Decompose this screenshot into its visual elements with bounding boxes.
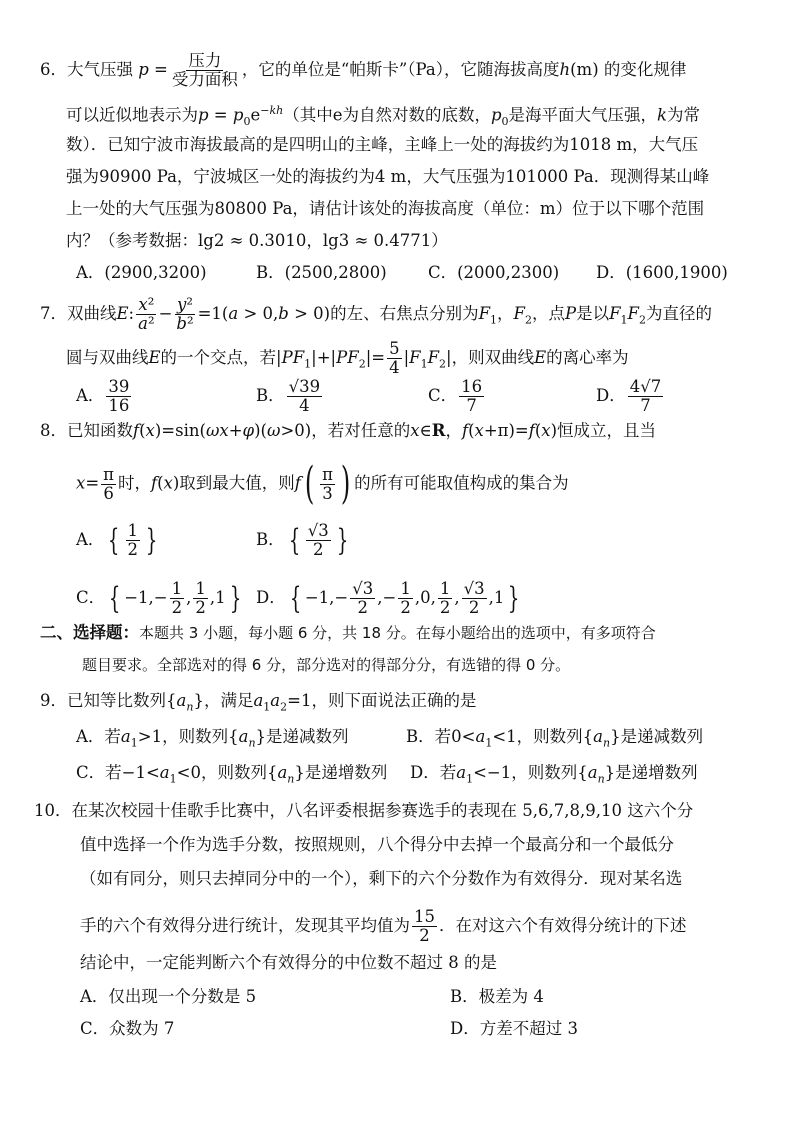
q6-pressure-fraction: $\frac{\text{压力}}{\text{受力面积}}$ xyxy=(171,51,238,89)
q9-option-d[interactable]: D．若$a_1<-1$，则数列$\{a_n\}$是递增数列 xyxy=(410,763,698,786)
q10-line-4: 手的六个有效得分进行统计，发现其平均值为 $\frac{15}{2}$ ．在对这六个有效得分统计的下述 xyxy=(80,907,687,945)
section-2-title: 二、选择题： xyxy=(40,623,139,642)
q8-number: 8． xyxy=(40,421,67,440)
q7-option-b[interactable]: B． $\frac{√39}{4}$ xyxy=(256,377,321,415)
q6-line-5: 上一处的大气压强为80800 Pa，请估计该处的海拔高度（单位：m）位于以下哪个范围 xyxy=(66,199,705,218)
section-2-note-2: 题目要求。全部选对的得 6 分，部分选对的得部分分，有选错的得 0 分。 xyxy=(82,656,571,674)
q8-option-d[interactable]: D． { −1,− $\frac{√3}{2}$ ,− $\frac{1}{2}$ ,0, $\frac{1}{2}$ , $\frac{√3}{2}$ ,1 } xyxy=(256,579,520,617)
q6-line-3: 数）．已知宁波市海拔最高的是四明山的主峰，主峰上一处的海拔约为1018 m，大气压 xyxy=(66,135,699,154)
q6-option-a[interactable]: A．(2900,3200) xyxy=(76,263,207,282)
q10-line-3: （如有同分，则只去掉同分中的一个），剩下的六个分数作为有效得分．现对某名选 xyxy=(80,869,683,888)
q10-option-d[interactable]: D．方差不超过 3 xyxy=(450,1019,578,1038)
q10-line-2: 值中选择一个作为选手分数，按照规则，八个得分中去掉一个最高分和一个最低分 xyxy=(80,835,674,854)
q8-option-b[interactable]: B． { $\frac{√3}{2}$ } xyxy=(256,521,349,559)
q7-line-2: 圆与双曲线E的一个交点，若$|PF_1|+|PF_2|=$ $\frac{5}{4}$ $|F_1F_2|$，则双曲线E的离心率为 xyxy=(66,339,629,377)
q9-number: 9． xyxy=(40,691,67,710)
q6-option-c[interactable]: C．(2000,2300) xyxy=(428,263,560,282)
q7-option-d[interactable]: D． $\frac{4√7}{7}$ xyxy=(596,377,662,415)
q7-option-a[interactable]: A． $\frac{39}{16}$ xyxy=(76,377,130,415)
q10-number: 10． xyxy=(34,801,72,820)
q8-line-2: x= $\frac{\pi}{6}$ 时，f(x)取到最大值，则f( $\frac{\pi}{3}$ ) 的所有可能取值构成的集合为 xyxy=(76,458,569,509)
q6-option-b[interactable]: B．(2500,2800) xyxy=(256,263,387,282)
q7-line-1: 7．双曲线E: $\frac{\text{x²}}{\text{a²}}$ − $\frac{\text{y²}}{\text{b²}}$ =1(a > 0,b > 0)的左、右焦点分别为$F_1$，$F_2$，点P是以$F_1F_2$为直径的 xyxy=(40,295,712,333)
q7-option-c[interactable]: C． $\frac{16}{7}$ xyxy=(428,377,483,415)
q8-option-a[interactable]: A． { $\frac{1}{2}$ } xyxy=(76,521,158,559)
q8-line-1: 8．已知函数f(x)=sin(ωx+φ)(ω>0)，若对任意的x∈R，f(x+π)=f(x)恒成立，且当 xyxy=(40,421,657,440)
q10-option-b[interactable]: B．极差为 4 xyxy=(450,987,544,1006)
q9-option-c[interactable]: C．若$-1<a_1<0$，则数列$\{a_n\}$是递增数列 xyxy=(76,763,388,786)
q7-number: 7． xyxy=(40,304,67,323)
q9-option-a[interactable]: A．若$a_1>1$，则数列$\{a_n\}$是递减数列 xyxy=(76,727,349,750)
q9-stem: 9．已知等比数列$\{a_n\}$，满足$a_1a_2=1$，则下面说法正确的是 xyxy=(40,691,477,714)
q6-line-1: 6．大气压强 p = $\frac{\text{压力}}{\text{受力面积}}$ ，它的单位是“帕斯卡”（Pa），它随海拔高度h(m) 的变化规律 xyxy=(40,51,687,89)
q6-option-d[interactable]: D．(1600,1900) xyxy=(596,263,728,282)
q6-line-6: 内？（参考数据：lg2 ≈ 0.3010，lg3 ≈ 0.4771） xyxy=(66,231,448,250)
q10-option-a[interactable]: A．仅出现一个分数是 5 xyxy=(80,987,257,1006)
q6-line-4: 强为90900 Pa，宁波城区一处的海拔约为4 m，大气压强为101000 Pa．现测得某山峰 xyxy=(66,167,710,186)
section-2-note-1: 本题共 3 小题，每小题 6 分，共 18 分。在每小题给出的选项中，有多项符合 xyxy=(139,624,656,642)
q9-option-b[interactable]: B．若$0<a_1<1$，则数列$\{a_n\}$是递减数列 xyxy=(406,727,704,750)
q6-line-2: 可以近似地表示为$p = p_0e^{-kh}$（其中e为自然对数的底数，$p_0$是海平面大气压强，k为常 xyxy=(66,104,701,128)
q10-option-c[interactable]: C．众数为 7 xyxy=(80,1019,175,1038)
q10-line-5: 结论中，一定能判断六个有效得分的中位数不超过 8 的是 xyxy=(80,953,497,972)
q10-line-1: 10．在某次校园十佳歌手比赛中，八名评委根据参赛选手的表现在 5,6,7,8,9,10 这六个分 xyxy=(34,801,694,820)
section-2-header xyxy=(40,622,656,644)
q6-number: 6． xyxy=(40,60,67,79)
q8-option-c[interactable]: C． { −1,− $\frac{1}{2}$ , $\frac{1}{2}$ ,1 } xyxy=(76,579,241,617)
